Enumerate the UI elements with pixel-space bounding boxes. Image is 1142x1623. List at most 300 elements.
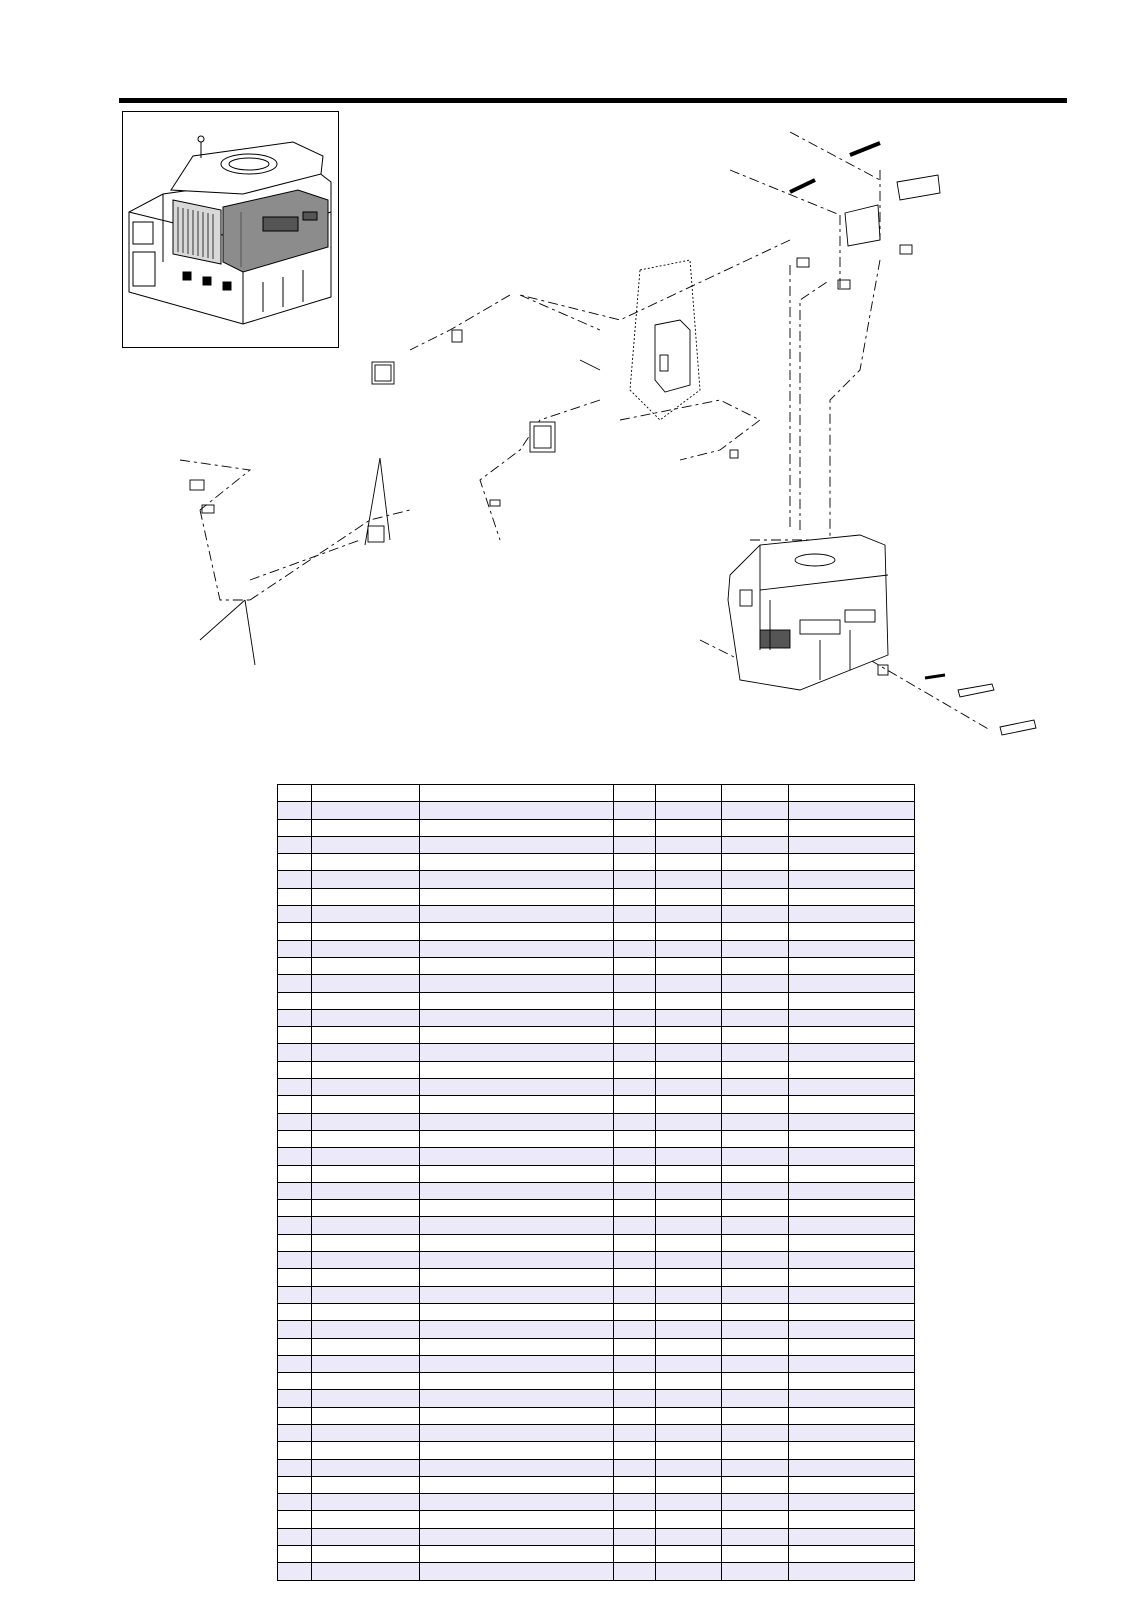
table-cell <box>420 1096 614 1113</box>
table-row <box>278 1424 915 1441</box>
table-cell <box>278 923 312 940</box>
table-cell <box>613 1061 655 1078</box>
table-cell <box>613 1424 655 1441</box>
table-cell <box>420 1563 614 1580</box>
table-cell <box>278 1494 312 1511</box>
table-cell <box>655 802 722 819</box>
table-cell <box>788 1234 914 1251</box>
table-cell <box>312 1355 420 1372</box>
table-row <box>278 1061 915 1078</box>
table-cell <box>420 871 614 888</box>
table-cell <box>788 975 914 992</box>
table-cell <box>722 1079 789 1096</box>
table-cell <box>722 1390 789 1407</box>
table-cell <box>655 1494 722 1511</box>
table-cell <box>788 871 914 888</box>
table-cell <box>278 1528 312 1545</box>
table-cell <box>655 1303 722 1320</box>
table-cell <box>722 888 789 905</box>
table-cell <box>788 1130 914 1147</box>
table-cell <box>312 940 420 957</box>
table-cell <box>788 1563 914 1580</box>
table-cell <box>613 1113 655 1130</box>
table-cell <box>655 1442 722 1459</box>
table-cell <box>420 1217 614 1234</box>
table-row <box>278 1546 915 1563</box>
table-cell <box>613 1182 655 1199</box>
table-cell <box>655 1459 722 1476</box>
table-cell <box>278 1182 312 1199</box>
table-cell <box>312 975 420 992</box>
table-cell <box>788 1044 914 1061</box>
table-cell <box>788 888 914 905</box>
table-row <box>278 923 915 940</box>
table-cell <box>613 1373 655 1390</box>
table-cell <box>420 819 614 836</box>
table-cell <box>312 1096 420 1113</box>
table-cell <box>278 1079 312 1096</box>
table-cell <box>278 975 312 992</box>
table-cell <box>312 1079 420 1096</box>
table-cell <box>420 888 614 905</box>
table-cell <box>655 923 722 940</box>
table-cell <box>655 1338 722 1355</box>
table-cell <box>613 1355 655 1372</box>
table-cell <box>420 1303 614 1320</box>
table-cell <box>420 785 614 802</box>
table-cell <box>278 1373 312 1390</box>
table-cell <box>655 854 722 871</box>
table-cell <box>613 923 655 940</box>
table-cell <box>278 1303 312 1320</box>
table-cell <box>420 940 614 957</box>
table-cell <box>613 992 655 1009</box>
table-cell <box>613 1234 655 1251</box>
table-cell <box>722 836 789 853</box>
table-cell <box>312 1511 420 1528</box>
parts-list-body <box>278 785 915 1581</box>
table-cell <box>420 836 614 853</box>
exploded-parts-diagram <box>0 0 1142 780</box>
table-cell <box>312 1027 420 1044</box>
table-cell <box>655 785 722 802</box>
table-cell <box>312 1476 420 1493</box>
table-cell <box>613 1148 655 1165</box>
table-row <box>278 1563 915 1580</box>
table-cell <box>722 1546 789 1563</box>
table-cell <box>613 1338 655 1355</box>
table-cell <box>722 819 789 836</box>
table-cell <box>278 1390 312 1407</box>
table-cell <box>278 1476 312 1493</box>
table-cell <box>312 785 420 802</box>
table-row <box>278 1390 915 1407</box>
table-cell <box>655 1096 722 1113</box>
table-row <box>278 1476 915 1493</box>
table-cell <box>278 785 312 802</box>
table-cell <box>420 802 614 819</box>
table-cell <box>722 1252 789 1269</box>
table-cell <box>655 1407 722 1424</box>
table-cell <box>722 992 789 1009</box>
table-cell <box>312 1165 420 1182</box>
table-cell <box>278 1511 312 1528</box>
table-cell <box>788 1407 914 1424</box>
table-cell <box>278 1407 312 1424</box>
table-cell <box>613 1165 655 1182</box>
table-cell <box>613 802 655 819</box>
table-cell <box>722 1234 789 1251</box>
table-cell <box>788 836 914 853</box>
table-cell <box>278 1165 312 1182</box>
table-row <box>278 975 915 992</box>
table-cell <box>312 1113 420 1130</box>
table-cell <box>420 992 614 1009</box>
table-cell <box>655 1009 722 1026</box>
table-row <box>278 854 915 871</box>
table-cell <box>655 1321 722 1338</box>
table-row <box>278 1407 915 1424</box>
table-cell <box>420 1442 614 1459</box>
table-row <box>278 1442 915 1459</box>
table-cell <box>722 1303 789 1320</box>
table-cell <box>655 1182 722 1199</box>
table-cell <box>655 871 722 888</box>
table-cell <box>655 1027 722 1044</box>
table-row <box>278 1113 915 1130</box>
table-cell <box>278 1027 312 1044</box>
table-cell <box>722 1373 789 1390</box>
table-cell <box>722 1165 789 1182</box>
table-cell <box>722 1321 789 1338</box>
table-cell <box>788 1546 914 1563</box>
table-cell <box>278 1200 312 1217</box>
table-cell <box>420 1027 614 1044</box>
table-cell <box>722 1338 789 1355</box>
table-row <box>278 785 915 802</box>
table-cell <box>613 1200 655 1217</box>
table-row <box>278 1511 915 1528</box>
table-cell <box>655 957 722 974</box>
table-cell <box>420 906 614 923</box>
table-cell <box>788 1252 914 1269</box>
table-cell <box>655 1269 722 1286</box>
table-cell <box>722 854 789 871</box>
table-cell <box>278 1563 312 1580</box>
table-cell <box>613 1390 655 1407</box>
table-cell <box>613 1096 655 1113</box>
table-cell <box>613 1511 655 1528</box>
table-cell <box>312 992 420 1009</box>
table-cell <box>420 1079 614 1096</box>
table-row <box>278 1528 915 1545</box>
table-cell <box>420 1009 614 1026</box>
table-cell <box>722 1563 789 1580</box>
table-cell <box>420 1113 614 1130</box>
table-cell <box>788 992 914 1009</box>
table-cell <box>788 1424 914 1441</box>
table-cell <box>278 819 312 836</box>
table-row <box>278 957 915 974</box>
table-cell <box>278 992 312 1009</box>
table-cell <box>722 1286 789 1303</box>
table-cell <box>788 906 914 923</box>
table-cell <box>420 1494 614 1511</box>
table-cell <box>278 1252 312 1269</box>
table-cell <box>613 1027 655 1044</box>
table-cell <box>312 871 420 888</box>
table-cell <box>420 1286 614 1303</box>
table-cell <box>278 940 312 957</box>
table-cell <box>312 923 420 940</box>
table-cell <box>312 1321 420 1338</box>
table-cell <box>312 1303 420 1320</box>
table-cell <box>788 957 914 974</box>
table-cell <box>788 1355 914 1372</box>
table-cell <box>312 1546 420 1563</box>
table-cell <box>655 1200 722 1217</box>
table-cell <box>278 871 312 888</box>
table-cell <box>420 1200 614 1217</box>
table-cell <box>613 1442 655 1459</box>
table-cell <box>613 836 655 853</box>
table-cell <box>420 1130 614 1147</box>
table-cell <box>312 802 420 819</box>
table-row <box>278 1182 915 1199</box>
table-cell <box>722 957 789 974</box>
table-cell <box>722 785 789 802</box>
table-cell <box>278 906 312 923</box>
table-cell <box>613 1546 655 1563</box>
table-cell <box>722 1027 789 1044</box>
table-cell <box>788 785 914 802</box>
table-cell <box>788 1079 914 1096</box>
table-cell <box>312 836 420 853</box>
table-cell <box>655 1390 722 1407</box>
table-cell <box>420 1459 614 1476</box>
table-row <box>278 819 915 836</box>
table-cell <box>788 1373 914 1390</box>
table-cell <box>420 1269 614 1286</box>
table-cell <box>613 1269 655 1286</box>
table-cell <box>655 992 722 1009</box>
table-row <box>278 1165 915 1182</box>
table-cell <box>722 1528 789 1545</box>
table-cell <box>788 923 914 940</box>
table-cell <box>278 957 312 974</box>
table-cell <box>278 1442 312 1459</box>
table-cell <box>722 1494 789 1511</box>
table-cell <box>788 1390 914 1407</box>
table-cell <box>312 1459 420 1476</box>
table-cell <box>722 1044 789 1061</box>
table-cell <box>278 1286 312 1303</box>
table-cell <box>788 1511 914 1528</box>
table-cell <box>613 819 655 836</box>
table-cell <box>278 1546 312 1563</box>
table-cell <box>613 1252 655 1269</box>
table-cell <box>613 1563 655 1580</box>
table-cell <box>788 1286 914 1303</box>
table-cell <box>722 1009 789 1026</box>
table-cell <box>278 1424 312 1441</box>
table-cell <box>722 1459 789 1476</box>
table-cell <box>655 1424 722 1441</box>
table-cell <box>613 1079 655 1096</box>
table-cell <box>722 1355 789 1372</box>
table-cell <box>312 1528 420 1545</box>
table-cell <box>278 1217 312 1234</box>
table-cell <box>613 1009 655 1026</box>
table-cell <box>788 1476 914 1493</box>
table-cell <box>788 1459 914 1476</box>
table-cell <box>655 1148 722 1165</box>
table-cell <box>655 906 722 923</box>
table-cell <box>722 1407 789 1424</box>
table-cell <box>722 1061 789 1078</box>
table-cell <box>722 1511 789 1528</box>
table-row <box>278 1355 915 1372</box>
table-cell <box>420 1528 614 1545</box>
table-cell <box>655 1286 722 1303</box>
table-cell <box>613 906 655 923</box>
table-cell <box>655 1373 722 1390</box>
table-row <box>278 940 915 957</box>
table-cell <box>312 1269 420 1286</box>
table-row <box>278 871 915 888</box>
table-cell <box>655 975 722 992</box>
table-cell <box>613 1476 655 1493</box>
table-cell <box>722 1096 789 1113</box>
table-cell <box>613 1494 655 1511</box>
table-cell <box>420 1390 614 1407</box>
table-cell <box>655 1476 722 1493</box>
table-cell <box>312 1044 420 1061</box>
table-cell <box>312 1424 420 1441</box>
table-cell <box>655 1355 722 1372</box>
table-cell <box>278 802 312 819</box>
table-cell <box>278 1148 312 1165</box>
table-cell <box>613 785 655 802</box>
table-cell <box>788 1528 914 1545</box>
table-cell <box>278 1234 312 1251</box>
table-cell <box>420 1338 614 1355</box>
table-cell <box>312 1286 420 1303</box>
table-cell <box>312 1390 420 1407</box>
table-cell <box>655 819 722 836</box>
table-cell <box>613 1407 655 1424</box>
table-cell <box>312 854 420 871</box>
table-cell <box>722 1476 789 1493</box>
table-row <box>278 1303 915 1320</box>
table-cell <box>655 1061 722 1078</box>
table-cell <box>788 854 914 871</box>
table-cell <box>788 1269 914 1286</box>
table-row <box>278 836 915 853</box>
table-cell <box>613 1528 655 1545</box>
table-cell <box>312 1407 420 1424</box>
table-cell <box>655 1079 722 1096</box>
table-cell <box>312 906 420 923</box>
table-cell <box>312 888 420 905</box>
table-cell <box>420 1165 614 1182</box>
table-cell <box>788 1113 914 1130</box>
table-row <box>278 1200 915 1217</box>
table-cell <box>722 1442 789 1459</box>
table-cell <box>655 1234 722 1251</box>
table-cell <box>420 923 614 940</box>
table-cell <box>312 1182 420 1199</box>
table-cell <box>788 1182 914 1199</box>
table-cell <box>788 1200 914 1217</box>
table-cell <box>312 819 420 836</box>
table-cell <box>420 1546 614 1563</box>
table-cell <box>722 975 789 992</box>
table-cell <box>420 854 614 871</box>
table-cell <box>312 1252 420 1269</box>
table-cell <box>278 1061 312 1078</box>
table-cell <box>722 923 789 940</box>
table-cell <box>613 854 655 871</box>
table-cell <box>655 1044 722 1061</box>
table-cell <box>278 1113 312 1130</box>
table-cell <box>613 1321 655 1338</box>
table-cell <box>312 1217 420 1234</box>
table-row <box>278 1338 915 1355</box>
table-row <box>278 1321 915 1338</box>
table-cell <box>278 1044 312 1061</box>
table-row <box>278 906 915 923</box>
table-cell <box>613 1130 655 1147</box>
table-cell <box>722 1200 789 1217</box>
table-cell <box>788 940 914 957</box>
table-cell <box>312 1061 420 1078</box>
table-row <box>278 1494 915 1511</box>
table-cell <box>788 1338 914 1355</box>
table-cell <box>420 1148 614 1165</box>
table-cell <box>312 1338 420 1355</box>
table-cell <box>420 1044 614 1061</box>
table-cell <box>278 1321 312 1338</box>
table-cell <box>655 1252 722 1269</box>
table-cell <box>613 1303 655 1320</box>
table-cell <box>613 1459 655 1476</box>
table-cell <box>788 819 914 836</box>
table-row <box>278 802 915 819</box>
table-cell <box>613 1217 655 1234</box>
table-cell <box>278 1459 312 1476</box>
table-row <box>278 1217 915 1234</box>
table-cell <box>420 1511 614 1528</box>
table-cell <box>788 1061 914 1078</box>
table-cell <box>420 1252 614 1269</box>
table-cell <box>722 1269 789 1286</box>
table-cell <box>655 1511 722 1528</box>
table-cell <box>312 1009 420 1026</box>
table-cell <box>312 1563 420 1580</box>
table-cell <box>312 1442 420 1459</box>
table-cell <box>788 1009 914 1026</box>
table-cell <box>788 1303 914 1320</box>
table-cell <box>312 1234 420 1251</box>
table-row <box>278 888 915 905</box>
table-cell <box>722 940 789 957</box>
table-cell <box>278 1096 312 1113</box>
table-cell <box>788 1321 914 1338</box>
table-cell <box>420 1321 614 1338</box>
table-cell <box>613 1044 655 1061</box>
table-cell <box>278 836 312 853</box>
